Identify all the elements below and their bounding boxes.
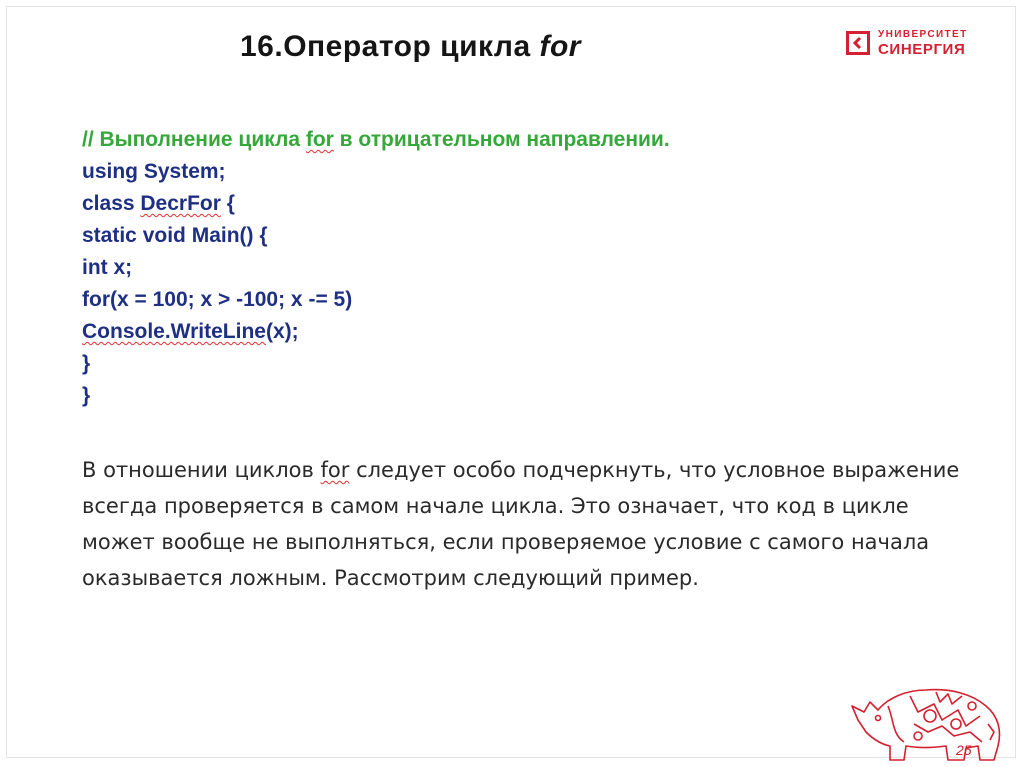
page-number: 25 (956, 742, 972, 758)
code-line-for: for(x = 100; x > -100; x -= 5) (82, 288, 353, 311)
code-token-method: Console.WriteLine (82, 320, 266, 343)
code-token: { (220, 192, 235, 215)
paragraph-line-2: всегда проверяется в самом начале цикла. Это означает, что код в цикле (82, 494, 909, 518)
code-line-close-2: } (82, 384, 91, 407)
comment-keyword: for (305, 128, 334, 151)
explanation-paragraph (82, 452, 982, 596)
paragraph-text: В отношении циклов (82, 458, 321, 482)
paragraph-line-3: может вообще не выполняться, если проверяемое условие с самого начала (82, 530, 930, 554)
paragraph-text: следует особо подчеркнуть, что условное выражение (349, 458, 960, 482)
code-line-console (82, 316, 670, 348)
code-comment-line (82, 124, 670, 156)
comment-part: в отрицательном направлении. (333, 128, 670, 151)
paragraph-keyword: for (320, 458, 350, 482)
logo-text (878, 30, 968, 57)
slide-title (240, 30, 581, 64)
university-logo (846, 28, 968, 58)
code-line-close-1: } (82, 352, 91, 375)
comment-part: // Выполнение цикла (82, 128, 306, 151)
rhino-mascot-icon (848, 676, 1008, 767)
code-line-class (82, 188, 670, 220)
synergy-logo-icon (846, 31, 870, 55)
title-keyword: for (539, 30, 581, 63)
code-line-main: static void Main() { (82, 224, 268, 247)
paragraph-line-1 (82, 452, 982, 488)
code-token-classname: DecrFor (140, 192, 221, 215)
logo-bottom-text: СИНЕРГИЯ (878, 40, 966, 58)
code-line-int: int x; (82, 256, 133, 279)
title-prefix: 16.Оператор цикла (240, 30, 540, 63)
code-token: (x); (265, 320, 299, 343)
code-token: class (82, 192, 141, 215)
paragraph-line-4: оказывается ложным. Рассмотрим следующий пример. (82, 566, 699, 590)
code-line-using: using System; (82, 160, 226, 183)
code-block (82, 124, 670, 412)
logo-top-text: УНИВЕРСИТЕТ (878, 28, 968, 40)
